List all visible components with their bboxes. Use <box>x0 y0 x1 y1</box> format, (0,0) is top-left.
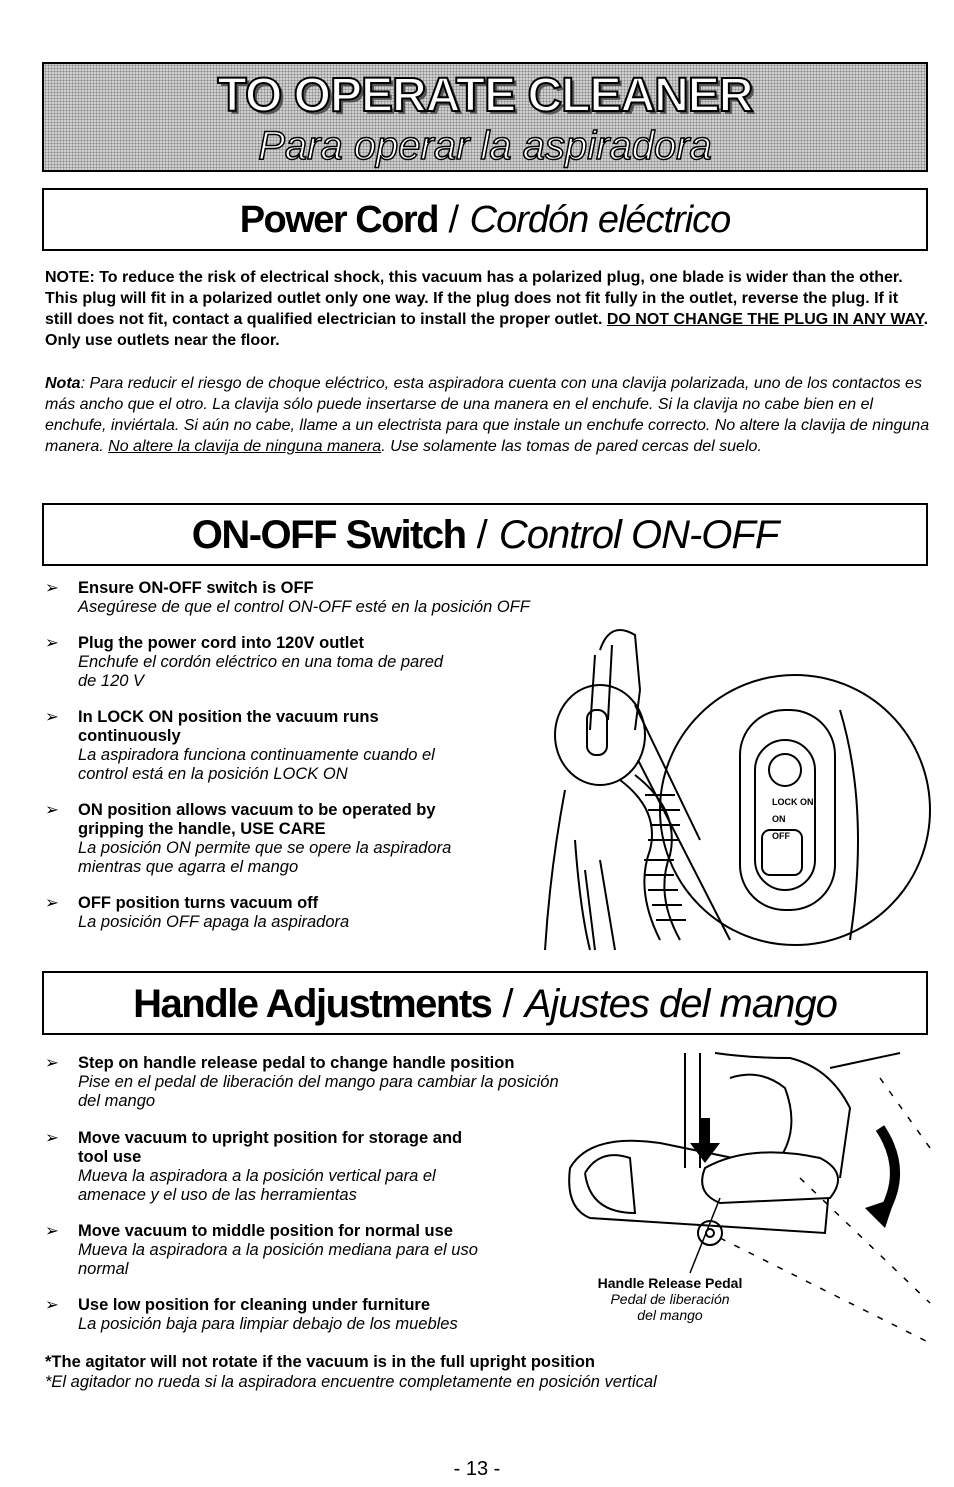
bullet-en-2: continuously <box>78 727 181 745</box>
bullet-es-2: control está en la posición LOCK ON <box>78 765 348 783</box>
bullet-es-2: del mango <box>78 1092 156 1110</box>
bullet-es: La posición ON permite que se opere la aspiradora <box>78 839 452 857</box>
power-cord-note-es <box>45 373 930 457</box>
arrow-icon: ➢ <box>45 1054 59 1072</box>
bullet-es: Enchufe el cordón eléctrico en una toma de pared <box>78 653 444 671</box>
onoff-heading <box>42 503 928 566</box>
note-en-warning: DO NOT CHANGE THE PLUG IN ANY WAY <box>606 311 924 328</box>
note-en-text-end: . Only use outlets near the floor. <box>45 311 929 349</box>
arrow-icon: ➢ <box>45 801 59 819</box>
note-es-warning: No altere la clavija de ninguna manera <box>108 438 382 455</box>
bullet-en: Use low position for cleaning under furniture <box>78 1296 431 1314</box>
bullet-es-2: mientras que agarra el mango <box>78 858 299 876</box>
switch-label-lockon: LOCK ON <box>772 797 814 807</box>
bullet-es: Mueva la aspiradora a la posición mediana para el uso <box>78 1241 478 1259</box>
onoff-heading-es: Control ON-OFF <box>498 513 779 557</box>
caption-en: Handle Release Pedal <box>597 1275 743 1291</box>
note-es-text: : Para reducir el riesgo de choque eléctrico, esta aspiradora cuenta con una clavija polarizada, uno de los contactos es más ancho que el otro. La clavija sólo puede insertarse de una manera en el enchufe. Si la clavija no cabe bien en el enchufe, inviértala. Si aún no cabe, llame a un electrista para que instale un enchufe correcto. No altere la clavija de ninguna manera. <box>45 375 930 455</box>
onoff-heading-sep: / <box>465 513 499 557</box>
bullet-en: Step on handle release pedal to change handle position <box>78 1054 515 1072</box>
switch-label-off: OFF <box>772 831 790 841</box>
arrow-icon: ➢ <box>45 1296 59 1314</box>
page-number: - 13 - <box>453 1458 501 1480</box>
note-es-text-end: . Use solamente las tomas de pared cercas del suelo. <box>381 438 762 455</box>
bullet-es: Mueva la aspiradora a la posición vertical para el <box>78 1167 436 1185</box>
arrow-icon: ➢ <box>45 634 59 652</box>
onoff-heading-en: ON-OFF Switch <box>191 513 466 557</box>
bullet-es: La aspiradora funciona continuamente cuando el <box>78 746 435 764</box>
power-cord-heading-es: Cordón eléctrico <box>469 199 731 241</box>
bullet-es: La posición OFF apaga la aspiradora <box>78 913 350 931</box>
handle-heading-es: Ajustes del mango <box>524 982 837 1026</box>
handle-heading-sep: / <box>491 982 525 1026</box>
note-es-label: Nota <box>45 375 81 392</box>
bullet-en-2: tool use <box>78 1148 142 1166</box>
bullet-en: Move vacuum to upright position for storage and <box>78 1129 463 1147</box>
bullet-en: Move vacuum to middle position for normal use <box>78 1222 453 1240</box>
switch-label-on: ON <box>772 814 786 824</box>
banner-subtitle: Para operar la aspiradora <box>258 124 712 168</box>
bullet-es: La posición baja para limpiar debajo de los muebles <box>78 1315 458 1333</box>
bullet-en-2: gripping the handle, USE CARE <box>78 820 326 838</box>
handle-heading-en: Handle Adjustments <box>133 982 492 1026</box>
power-cord-heading <box>42 188 928 251</box>
bullet-en: Ensure ON-OFF switch is OFF <box>78 579 314 597</box>
bullet-es-2: amenace y el uso de las herramientas <box>78 1186 357 1204</box>
banner-title: TO OPERATE CLEANER <box>217 69 753 122</box>
power-cord-heading-sep: / <box>437 199 470 241</box>
arrow-icon: ➢ <box>45 1222 59 1240</box>
bullet-en: In LOCK ON position the vacuum runs <box>78 708 379 726</box>
power-cord-heading-en: Power Cord <box>239 199 438 241</box>
note-en-text: NOTE: To reduce the risk of electrical shock, this vacuum has a polarized plug, one blade is wider than the other. This plug will fit in a polarized outlet only one way. If the plug does not fit fully in the outlet, reverse the plug. If it still does not fit, contact a qualified electrician to install the proper outlet. <box>45 269 903 328</box>
bullet-en: ON position allows vacuum to be operated by <box>78 801 436 819</box>
arrow-icon: ➢ <box>45 708 59 726</box>
bullet-en: Plug the power cord into 120V outlet <box>78 634 365 652</box>
arrow-icon: ➢ <box>45 579 59 597</box>
page-banner <box>42 62 928 172</box>
handle-heading <box>42 971 928 1035</box>
switch-illustration <box>540 610 940 960</box>
bullet-es: Asegúrese de que el control ON-OFF esté en la posición OFF <box>78 598 530 616</box>
agitator-footnote-es: *El agitador no rueda si la aspiradora encuentre completamente en posición vertical <box>45 1373 657 1391</box>
caption-es: Pedal de liberación <box>610 1291 730 1307</box>
bullet-en: OFF position turns vacuum off <box>78 894 319 912</box>
power-cord-note-en <box>45 267 930 351</box>
arrow-icon: ➢ <box>45 1129 59 1147</box>
agitator-footnote-en: *The agitator will not rotate if the vacuum is in the full upright position <box>45 1353 596 1371</box>
bullet-es-2: normal <box>78 1260 129 1278</box>
bullet-es: Pise en el pedal de liberación del mango para cambiar la posición <box>78 1073 559 1091</box>
pedal-caption <box>575 1275 765 1323</box>
bullet-es-2: de 120 V <box>78 672 145 690</box>
caption-es-2: del mango <box>637 1307 703 1323</box>
arrow-icon: ➢ <box>45 894 59 912</box>
